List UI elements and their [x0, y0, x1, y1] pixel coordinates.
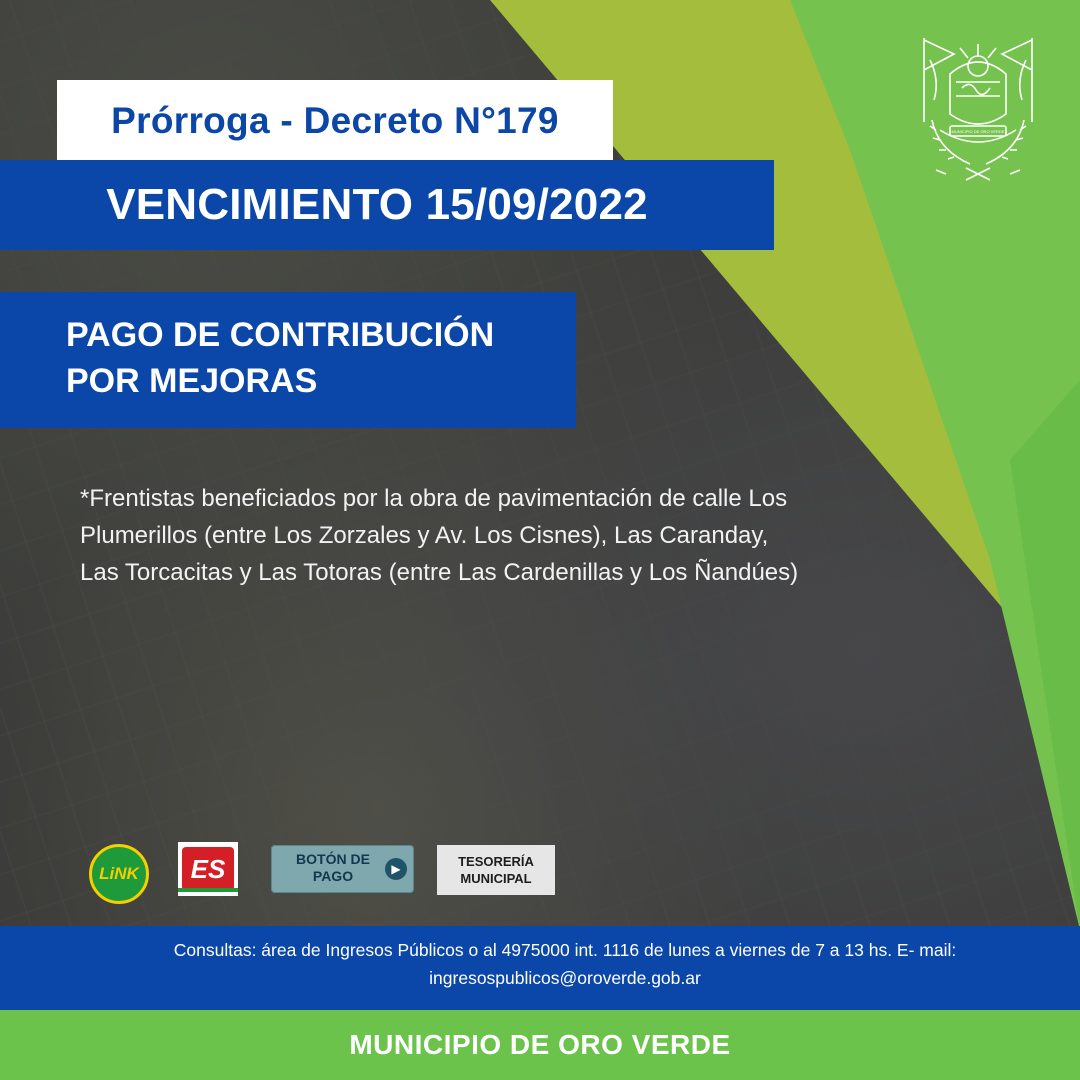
- treasury-logo: [437, 845, 555, 895]
- footer-band: [0, 1010, 1080, 1080]
- due-date-text: VENCIMIENTO 15/09/2022: [106, 180, 648, 229]
- extension-title-box: [57, 80, 613, 162]
- extension-title: Prórroga - Decreto N°179: [111, 100, 559, 141]
- arrow-right-icon: ▶: [385, 858, 407, 880]
- beneficiaries-description: *Frentistas beneficiados por la obra de pavimentación de calle Los Plumerillos (entre Los Zorzales y Av. Los Cisnes), Las Caranday, Las Torcacitas y Las Totoras (entre Las Cardenillas y Los Ñandúes): [80, 485, 799, 586]
- contact-band: [0, 926, 1080, 1010]
- link-network-logo: [89, 844, 149, 904]
- payment-button-logo: [271, 845, 414, 893]
- payment-heading-box: [0, 292, 576, 428]
- municipal-coat-of-arms-icon: [910, 30, 1046, 186]
- due-date-banner: [0, 160, 774, 250]
- payment-heading: PAGO DE CONTRIBUCIÓN POR MEJORAS: [66, 316, 495, 400]
- payment-button-label: BOTÓN DE PAGO: [296, 851, 370, 884]
- treasury-label: TESORERÍA MUNICIPAL: [458, 854, 534, 886]
- contact-info: Consultas: área de Ingresos Públicos o al 4975000 int. 1116 de lunes a viernes de 7 a 13 hs. E- mail: ingresospublicos@oroverde.gob.ar: [173, 940, 957, 988]
- link-logo-label: LiNK: [99, 864, 139, 883]
- municipality-name: MUNICIPIO DE ORO VERDE: [349, 1029, 731, 1060]
- es-payment-logo: [178, 842, 238, 896]
- es-logo-label: ES: [190, 853, 226, 884]
- crest-inscription: MUNICIPIO DE ORO VERDE: [951, 129, 1005, 134]
